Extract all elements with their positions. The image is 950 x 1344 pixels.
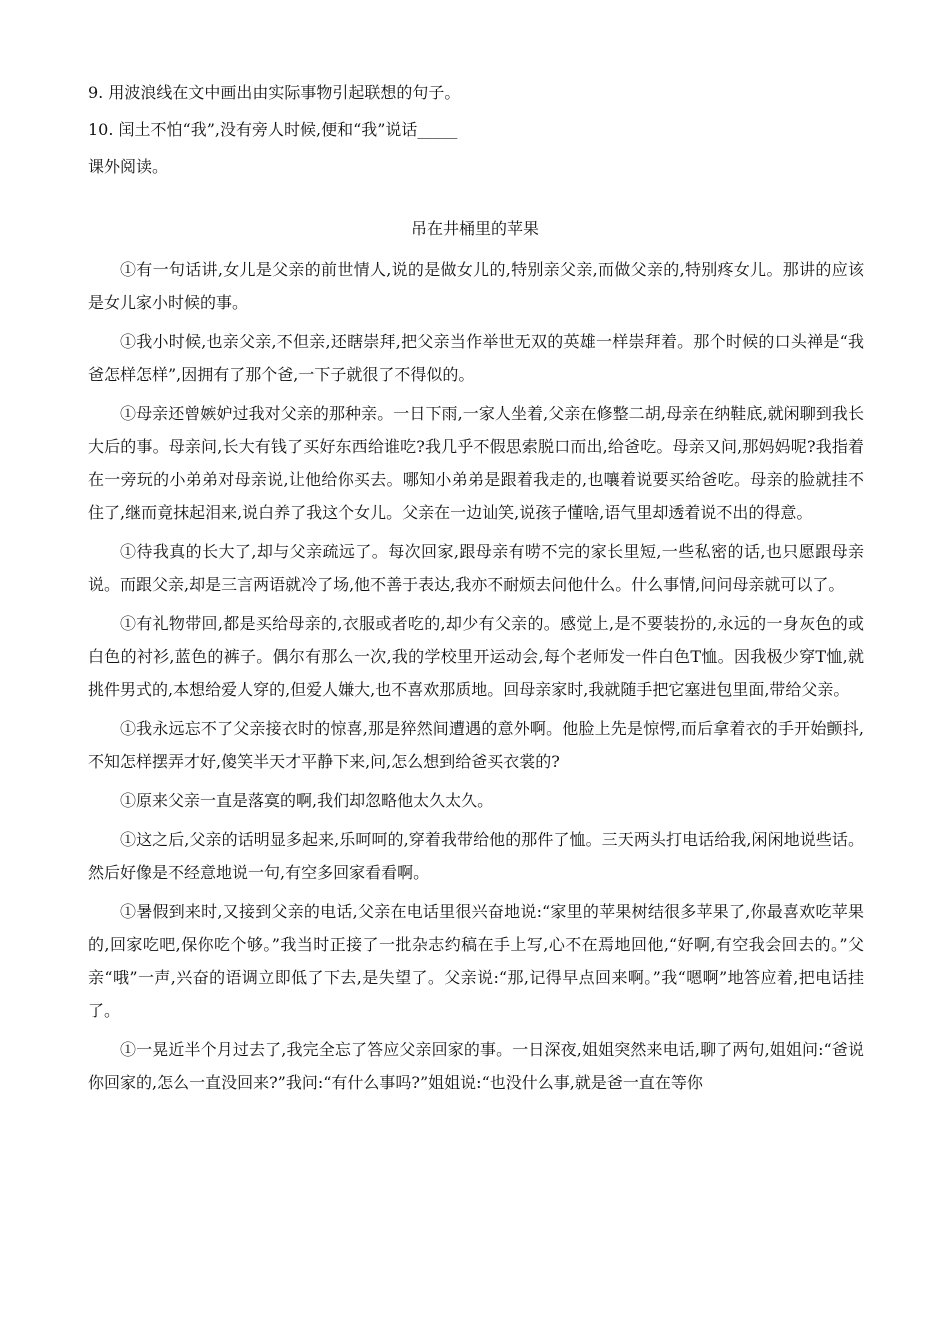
- article-body: [88, 253, 864, 1105]
- paragraph: ①待我真的长大了,却与父亲疏远了。每次回家,跟母亲有唠不完的家长里短,一些私密的话,也只愿跟母亲说。而跟父亲,却是三言两语就冷了场,他不善于表达,我亦不耐烦去问他什么。什么事情,问问母亲就可以了。: [88, 542, 864, 594]
- paragraph: ①我小时候,也亲父亲,不但亲,还瞎崇拜,把父亲当作举世无双的英雄一样崇拜着。那个时候的口头禅是“我爸怎样怎样”,因拥有了那个爸,一下子就很了不得似的。: [88, 332, 864, 384]
- paragraph: ①我永远忘不了父亲接衣时的惊喜,那是猝然间遭遇的意外啊。他脸上先是惊愕,而后拿着衣的手开始颤抖,不知怎样摆弄才好,傻笑半天才平静下来,问,怎么想到给爸买衣裳的?: [88, 719, 864, 771]
- question-10: 10. 闰土不怕“我”,没有旁人时候,便和“我”说话_____: [88, 120, 458, 139]
- paragraph: ①母亲还曾嫉妒过我对父亲的那种亲。一日下雨,一家人坐着,父亲在修整二胡,母亲在纳鞋底,就闲聊到我长大后的事。母亲问,长大有钱了买好东西给谁吃?我几乎不假思索脱口而出,给爸吃。母亲又问,那妈妈呢?我指着在一旁玩的小弟弟对母亲说,让他给你买去。哪知小弟弟是跟着我走的,也嚷着说要买给爸吃。母亲的脸就挂不住了,继而竟抹起泪来,说白养了我这个女儿。父亲在一边讪笑,说孩子懂啥,语气里却透着说不出的得意。: [88, 404, 864, 522]
- article-title: 吊在井桶里的苹果: [410, 219, 539, 238]
- paragraph: ①暑假到来时,又接到父亲的电话,父亲在电话里很兴奋地说:“家里的苹果树结很多苹果了,你最喜欢吃苹果的,回家吃吧,保你吃个够。”我当时正接了一批杂志约稿在手上写,心不在焉地回他,“好啊,有空我会回去的。”父亲“哦”一声,兴奋的语调立即低了下去,是失望了。父亲说:“那,记得早点回来啊。”我“嗯啊”地答应着,把电话挂了。: [88, 902, 864, 1020]
- paragraph: ①原来父亲一直是落寞的啊,我们却忽略他太久太久。: [120, 791, 494, 810]
- paragraph: ①一晃近半个月过去了,我完全忘了答应父亲回家的事。一日深夜,姐姐突然来电话,聊了两句,姐姐问:“爸说你回家的,怎么一直没回来?”我问:“有什么事吗?”姐姐说:“也没什么事,就是爸一直在等你: [88, 1040, 864, 1092]
- paragraph: ①有礼物带回,都是买给母亲的,衣服或者吃的,却少有父亲的。感觉上,是不要装扮的,永远的一身灰色的或白色的衬衫,蓝色的裤子。偶尔有那么一次,我的学校里开运动会,每个老师发一件白色T恤。因我极少穿T恤,就挑件男式的,本想给爱人穿的,但爱人嫌大,也不喜欢那质地。回母亲家时,我就随手把它塞进包里面,带给父亲。: [88, 614, 864, 699]
- question-9: 9. 用波浪线在文中画出由实际事物引起联想的句子。: [88, 83, 461, 102]
- paragraph: ①这之后,父亲的话明显多起来,乐呵呵的,穿着我带给他的那件了恤。三天两头打电话给我,闲闲地说些话。然后好像是不经意地说一句,有空多回家看看啊。: [88, 830, 864, 882]
- paragraph: ①有一句话讲,女儿是父亲的前世情人,说的是做女儿的,特别亲父亲,而做父亲的,特别疼女儿。那讲的应该是女儿家小时候的事。: [88, 260, 864, 312]
- section-label: 课外阅读。: [88, 157, 169, 176]
